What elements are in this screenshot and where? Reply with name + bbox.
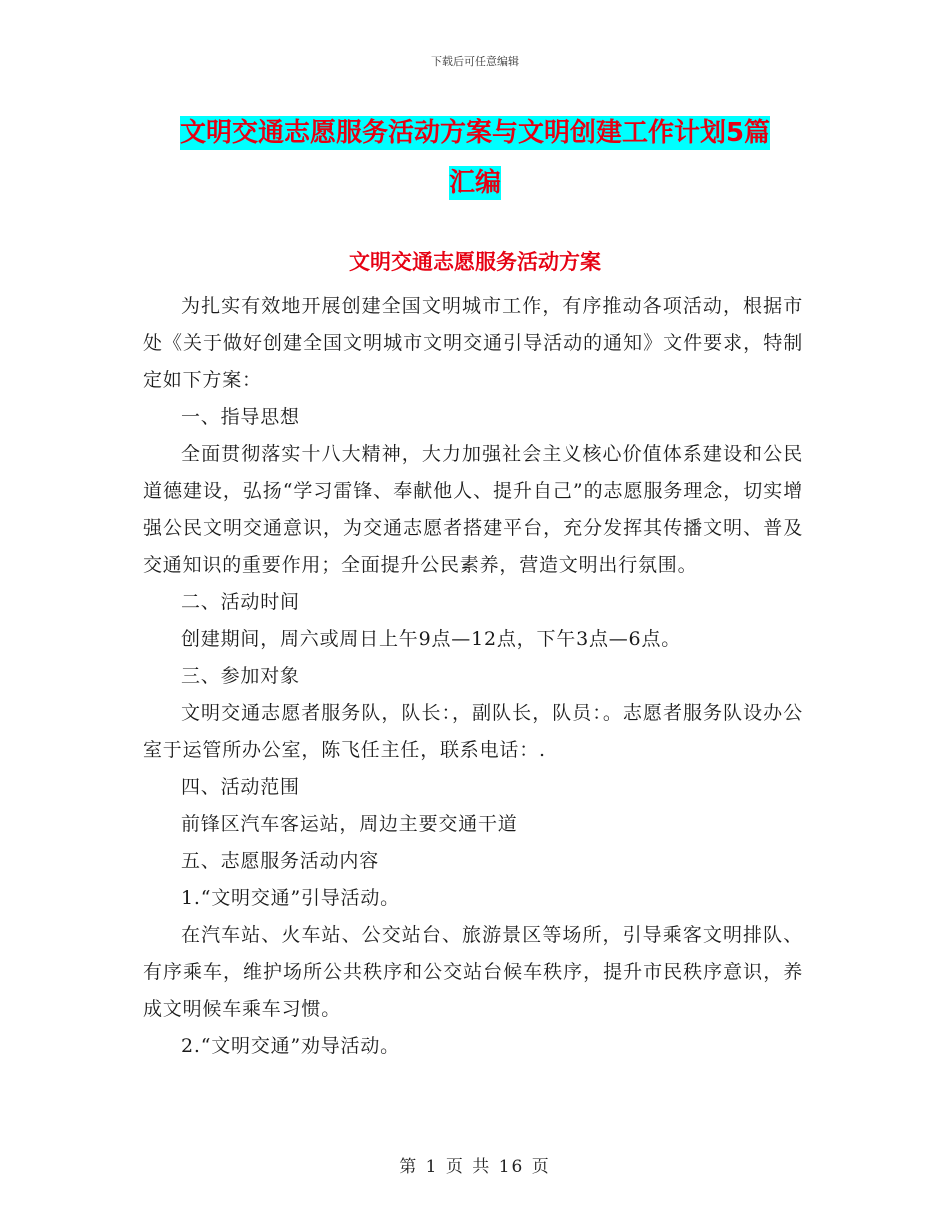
paragraph: 前锋区汽车客运站，周边主要交通干道 <box>181 813 518 835</box>
paragraph: 文明交通志愿者服务队，队长：，副队长，队员：。志愿者服务队设办公室于运管所办公室，陈飞任主任，联系电话：. <box>143 702 803 761</box>
page-indicator: 第 1 页 共 16 页 <box>399 1157 551 1177</box>
paragraph: 创建期间，周六或周日上午9点—12点，下午3点—6点。 <box>181 628 682 650</box>
paragraph: 为扎实有效地开展创建全国文明城市工作，有序推动各项活动，根据市处《关于做好创建全国文明城市文明交通引导活动的通知》文件要求，特制定如下方案： <box>143 295 803 391</box>
section-title: 文明交通志愿服务活动方案 <box>349 250 601 274</box>
document-title-line-2: 汇编 <box>448 168 501 198</box>
paragraph: 1.“文明交通”引导活动。 <box>181 887 400 909</box>
paragraph: 二、活动时间 <box>181 591 300 613</box>
paragraph: 在汽车站、火车站、公交站台、旅游景区等场所，引导乘客文明排队、有序乘车，维护场所公共秩序和公交站台候车秩序，提升市民秩序意识，养成文明候车乘车习惯。 <box>143 924 803 1020</box>
paragraph: 全面贯彻落实十八大精神，大力加强社会主义核心价值体系建设和公民道德建设，弘扬“学习雷锋、奉献他人、提升自己”的志愿服务理念，切实增强公民文明交通意识，为交通志愿者搭建平台，充分发挥其传播文明、普及交通知识的重要作用；全面提升公民素养，营造文明出行氛围。 <box>143 443 803 576</box>
paragraph: 四、活动范围 <box>181 776 300 798</box>
paragraph: 五、志愿服务活动内容 <box>181 850 380 872</box>
paragraph: 三、参加对象 <box>181 665 300 687</box>
paragraph: 一、指导思想 <box>181 406 300 428</box>
document-body <box>143 288 803 1065</box>
paragraph: 2.“文明交通”劝导活动。 <box>181 1035 400 1057</box>
document-title <box>140 108 810 208</box>
header-note: 下载后可任意编辑 <box>431 55 519 68</box>
document-title-line-1: 文明交通志愿服务活动方案与文明创建工作计划5篇 <box>179 118 771 148</box>
